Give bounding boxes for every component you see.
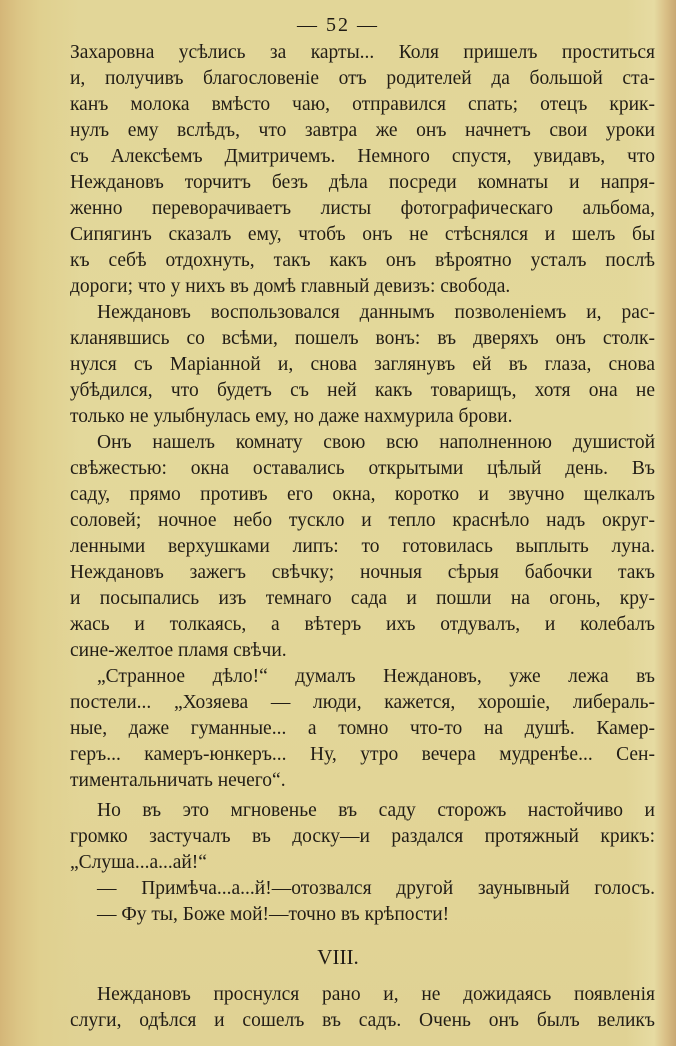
text-line: громко застучалъ въ доску—и раздался протяжный крикъ: (70, 826, 655, 847)
text-line: саду, прямо противъ его окна, коротко и звучно щелкалъ (70, 484, 655, 505)
text-line: сине-желтое пламя свѣчи. (70, 640, 287, 661)
text-line: съ Алексѣемъ Дмитричемъ. Немного спустя, увидавъ, что (70, 146, 655, 167)
text-line: ные, даже гуманные... а томно что-то на душѣ. Камер- (70, 718, 655, 739)
text-line: Неждановъ торчитъ безъ дѣла посреди комнаты и напря- (70, 172, 655, 193)
text-line: постели... „Хозяева — люди, кажется, хорошіе, либераль- (70, 692, 655, 713)
text-line: дороги; что у нихъ въ домѣ главный девизъ: свобода. (70, 276, 511, 297)
text-line: — Фу ты, Боже мой!—точно въ крѣпости! (97, 904, 450, 925)
text-line: Захаровна усѣлись за карты... Коля пришелъ проститься (70, 42, 655, 63)
text-line: Онъ нашелъ комнату свою всю наполненною душистой (97, 432, 655, 453)
text-line: слуги, одѣлся и сошелъ въ садъ. Очень онъ былъ великъ (70, 1010, 655, 1031)
text-line: и посыпались изъ темнаго сада и пошли на огонь, кру- (70, 588, 655, 609)
text-line: канъ молока вмѣсто чаю, отправился спать; отецъ крик- (70, 94, 655, 115)
text-line: ленными верхушками липъ: то готовилась выплыть луна. (70, 536, 655, 557)
text-line: нулся съ Маріанной и, снова заглянувъ ей въ глаза, снова (70, 354, 655, 375)
text-line: убѣдился, что будетъ съ ней какъ товарищъ, хотя она не (70, 380, 655, 401)
text-line: къ себѣ отдохнуть, такъ какъ онъ вѣроятно усталъ послѣ (70, 250, 655, 271)
text-line: Неждановъ зажегъ свѣчку; ночныя сѣрыя бабочки такъ (70, 562, 655, 583)
text-line: только не улыбнулась ему, но даже нахмурила брови. (70, 406, 513, 427)
text-line: кланявшись со всѣми, пошелъ вонъ: въ дверяхъ онъ столк- (70, 328, 655, 349)
text-line: тиментальничать нечего“. (70, 770, 286, 791)
page-number: — 52 — (297, 14, 379, 36)
text-line: нулъ ему вслѣдъ, что завтра же онъ начнетъ свои уроки (70, 120, 655, 141)
chapter-heading: VIII. (317, 945, 359, 969)
text-line: „Странное дѣло!“ думалъ Неждановъ, уже лежа въ (97, 666, 655, 687)
text-line: геръ... камеръ-юнкеръ... Ну, утро вечера мудренѣе... Сен- (70, 744, 655, 765)
text-line: свѣжестью: окна оставались открытыми цѣлый день. Въ (70, 458, 655, 479)
text-line: жась и толкаясь, а вѣтеръ ихъ отдувалъ, и колебалъ (70, 614, 655, 635)
text-line: соловей; ночное небо тускло и тепло краснѣло надъ округ- (70, 510, 655, 531)
text-line: Неждановъ воспользовался даннымъ позволеніемъ и, рас- (97, 302, 655, 323)
text-line: — Примѣча...а...й!—отозвался другой заунывный голосъ. (97, 878, 655, 899)
text-line: Но въ это мгновенье въ саду сторожъ настойчиво и (97, 800, 655, 821)
text-line: Неждановъ проснулся рано и, не дожидаясь появленія (97, 984, 655, 1005)
text-line: „Слуша...а...ай!“ (70, 852, 207, 873)
text-line: женно переворачиваетъ листы фотографическаго альбома, (70, 198, 655, 219)
text-line: Сипягинъ сказалъ ему, чтобъ онъ не стѣснялся и шелъ бы (70, 224, 655, 245)
text-line: и, получивъ благословеніе отъ родителей да большой ста- (70, 68, 655, 89)
